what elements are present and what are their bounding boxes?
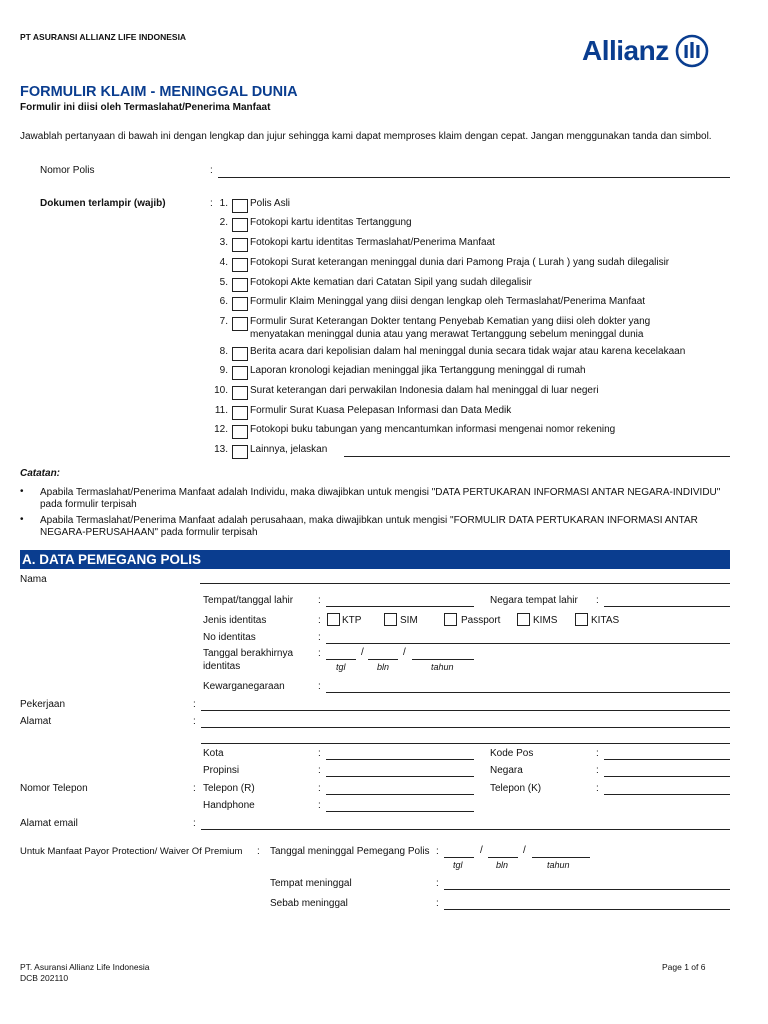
slash: /	[403, 647, 406, 658]
colon: :	[596, 765, 599, 776]
slash: /	[523, 845, 526, 856]
colon: :	[193, 783, 196, 794]
document-item-label: Fotokopi kartu identitas Termaslahat/Penerima Manfaat	[250, 237, 495, 248]
document-item-label: Laporan kronologi kejadian meninggal jika Tertanggung meninggal di rumah	[250, 365, 586, 376]
tempat-tgl-lahir-label: Tempat/tanggal lahir	[203, 595, 294, 606]
nama-label: Nama	[20, 574, 47, 585]
alamat-email-input[interactable]	[201, 829, 730, 830]
document-item-label: Formulir Surat Kuasa Pelepasan Informasi dan Data Medik	[250, 405, 512, 416]
bullet: •	[20, 514, 24, 525]
negara-label: Negara	[490, 765, 523, 776]
kewarganegaraan-input[interactable]	[326, 692, 730, 693]
document-checkbox-1[interactable]	[232, 199, 248, 213]
no-identitas-label: No identitas	[203, 632, 256, 643]
death-month-input[interactable]	[488, 857, 518, 858]
allianz-logo	[582, 34, 709, 68]
exp-month-input[interactable]	[368, 659, 398, 660]
negara-tempat-lahir-label: Negara tempat lahir	[490, 595, 578, 606]
negara-tempat-lahir-input[interactable]	[604, 606, 730, 607]
logo-text: Allianz	[582, 35, 669, 66]
passport-checkbox[interactable]	[444, 613, 457, 626]
negara-input[interactable]	[604, 776, 730, 777]
tgl-caption: tgl	[453, 860, 463, 870]
form-title: FORMULIR KLAIM - MENINGGAL DUNIA	[20, 84, 298, 100]
ktp-label: KTP	[342, 615, 362, 626]
notes-title: Catatan:	[20, 468, 61, 479]
tahun-caption: tahun	[431, 662, 454, 672]
document-number: 8.	[219, 346, 228, 357]
colon: :	[193, 818, 196, 829]
kitas-checkbox[interactable]	[575, 613, 588, 626]
kode-pos-label: Kode Pos	[490, 748, 534, 759]
colon: :	[596, 783, 599, 794]
note-item: Apabila Termaslahat/Penerima Manfaat adalah Individu, maka diwajibkan untuk mengisi "DATA PERTUKARAN INFORMASI ANTAR NEGARA-INDIVIDU" pada formulir terpisah	[40, 487, 721, 510]
no-identitas-input[interactable]	[326, 643, 730, 644]
document-item-label: Lainnya, jelaskan	[250, 444, 328, 455]
slash: /	[361, 647, 364, 658]
document-number: 12.	[214, 424, 228, 435]
colon: :	[436, 846, 439, 857]
document-checkbox-6[interactable]	[232, 297, 248, 311]
document-item-label: Fotokopi Akte kematian dari Catatan Sipil yang sudah dilegalisir	[250, 277, 532, 288]
passport-label: Passport	[461, 615, 501, 626]
alamat-input-line-1[interactable]	[201, 727, 730, 728]
jenis-identitas-label: Jenis identitas	[203, 615, 267, 626]
nomor-telepon-label: Nomor Telepon	[20, 783, 88, 794]
tempat-meninggal-label: Tempat meninggal	[270, 878, 352, 889]
handphone-label: Handphone	[203, 800, 255, 811]
propinsi-label: Propinsi	[203, 765, 240, 776]
payor-protection-label: Untuk Manfaat Payor Protection/ Waiver Of Premium	[20, 846, 243, 857]
document-number: 1.	[219, 198, 228, 209]
document-number: 13.	[214, 444, 228, 455]
page-number: Page 1 of 6	[662, 962, 706, 972]
form-subtitle: Formulir ini diisi oleh Termaslahat/Penerima Manfaat	[20, 102, 271, 113]
colon: :	[318, 800, 321, 811]
document-number: 4.	[219, 257, 228, 268]
alamat-email-label: Alamat email	[20, 818, 78, 829]
telepon-r-label: Telepon (R)	[203, 783, 255, 794]
document-item-label: Fotokopi kartu identitas Tertanggung	[250, 217, 412, 228]
sim-checkbox[interactable]	[384, 613, 397, 626]
document-checkbox-3[interactable]	[232, 238, 248, 252]
kota-input[interactable]	[326, 759, 474, 760]
document-checkbox-10[interactable]	[232, 386, 248, 400]
bln-caption: bln	[377, 662, 390, 672]
death-year-input[interactable]	[532, 857, 590, 858]
document-item-label: Fotokopi buku tabungan yang mencantumkan informasi mengenai nomor rekening	[250, 424, 616, 435]
tahun-caption: tahun	[547, 860, 570, 870]
slash: /	[480, 845, 483, 856]
documents-label: Dokumen terlampir (wajib)	[40, 198, 166, 209]
document-checkbox-4[interactable]	[232, 258, 248, 272]
colon: :	[210, 165, 213, 176]
kode-pos-input[interactable]	[604, 759, 730, 760]
alamat-label: Alamat	[20, 716, 52, 727]
colon: :	[318, 765, 321, 776]
colon: :	[318, 615, 321, 626]
document-checkbox-7[interactable]	[232, 317, 248, 331]
nama-input[interactable]	[200, 583, 730, 584]
document-checkbox-12[interactable]	[232, 425, 248, 439]
colon: :	[257, 846, 260, 857]
colon: :	[318, 748, 321, 759]
telepon-k-label: Telepon (K)	[490, 783, 542, 794]
colon: :	[193, 699, 196, 710]
tgl-caption: tgl	[336, 662, 346, 672]
document-item-label-continued: menyatakan meninggal dunia atau yang merawat Tertanggung sebelum meninggal dunia	[250, 329, 644, 340]
ktp-checkbox[interactable]	[327, 613, 340, 626]
document-item-label: Polis Asli	[250, 198, 291, 209]
colon: :	[193, 716, 196, 727]
colon: :	[318, 632, 321, 643]
tgl-meninggal-label: Tanggal meninggal Pemegang Polis	[270, 846, 430, 857]
kitas-label: KITAS	[591, 615, 620, 626]
exp-day-input[interactable]	[326, 659, 356, 660]
pekerjaan-input[interactable]	[201, 710, 730, 711]
colon: :	[318, 595, 321, 606]
document-checkbox-5[interactable]	[232, 278, 248, 292]
colon: :	[318, 783, 321, 794]
document-item-label: Formulir Surat Keterangan Dokter tentang Penyebab Kematian yang diisi oleh dokter yang	[250, 316, 651, 327]
kewarganegaraan-label: Kewarganegaraan	[203, 681, 285, 692]
document-number: 6.	[219, 296, 228, 307]
section-a-header: A. DATA PEMEGANG POLIS	[20, 550, 730, 569]
document-checkbox-8[interactable]	[232, 347, 248, 361]
colon: :	[436, 898, 439, 909]
kims-label: KIMS	[533, 615, 558, 626]
document-number: 3.	[219, 237, 228, 248]
document-checkbox-11[interactable]	[232, 406, 248, 420]
colon: :	[436, 878, 439, 889]
kota-label: Kota	[203, 748, 224, 759]
allianz-eagle-mark-icon	[675, 34, 709, 68]
document-item-label: Formulir Klaim Meninggal yang diisi dengan lengkap oleh Termaslahat/Penerima Manfaat	[250, 296, 646, 307]
alamat-input-line-2[interactable]	[201, 743, 730, 744]
document-number: 2.	[219, 217, 228, 228]
bln-caption: bln	[496, 860, 509, 870]
document-item-label: Fotokopi Surat keterangan meninggal dunia dari Pamong Praja ( Lurah ) yang sudah dilegalisir	[250, 257, 670, 268]
colon: :	[318, 681, 321, 692]
document-number: 7.	[219, 316, 228, 327]
document-item-label: Surat keterangan dari perwakilan Indonesia dalam hal meninggal di luar negeri	[250, 385, 599, 396]
colon: :	[210, 198, 213, 209]
colon: :	[318, 648, 321, 659]
policy-number-input[interactable]	[218, 177, 730, 178]
footer-company: PT. Asuransi Allianz Life Indonesia	[20, 962, 150, 972]
document-number: 11.	[214, 405, 228, 416]
colon: :	[596, 748, 599, 759]
tgl-berakhir-label-2: identitas	[203, 661, 241, 672]
tempat-meninggal-input[interactable]	[444, 889, 730, 890]
propinsi-input[interactable]	[326, 776, 474, 777]
note-item: Apabila Termaslahat/Penerima Manfaat adalah perusahaan, maka diwajibkan untuk mengisi "FORMULIR DATA PERTUKARAN INFORMASI ANTAR NEGARA-PERUSAHAAN" pada formulir terpisah	[40, 515, 698, 538]
document-number: 5.	[219, 277, 228, 288]
handphone-input[interactable]	[326, 811, 474, 812]
telepon-k-input[interactable]	[604, 794, 730, 795]
sim-label: SIM	[400, 615, 418, 626]
pekerjaan-label: Pekerjaan	[20, 699, 66, 710]
lainnya-input[interactable]	[344, 456, 730, 457]
document-checkbox-9[interactable]	[232, 366, 248, 380]
document-checkbox-13[interactable]	[232, 445, 248, 459]
kims-checkbox[interactable]	[517, 613, 530, 626]
colon: :	[596, 595, 599, 606]
telepon-r-input[interactable]	[326, 794, 474, 795]
intro-text: Jawablah pertanyaan di bawah ini dengan lengkap dan jujur sehingga kami dapat memproses klaim dengan cepat. Jangan menggunakan tanda dan simbol.	[20, 131, 712, 142]
exp-year-input[interactable]	[412, 659, 474, 660]
sebab-meninggal-input[interactable]	[444, 909, 730, 910]
policy-number-label: Nomor Polis	[40, 165, 95, 176]
tempat-tgl-lahir-input[interactable]	[326, 606, 474, 607]
sebab-meninggal-label: Sebab meninggal	[270, 898, 348, 909]
footer-code: DCB 202110	[20, 973, 69, 983]
death-day-input[interactable]	[444, 857, 474, 858]
tgl-berakhir-label: Tanggal berakhirnya	[203, 648, 294, 659]
company-name: PT ASURANSI ALLIANZ LIFE INDONESIA	[20, 32, 187, 42]
document-number: 10.	[214, 385, 228, 396]
document-number: 9.	[219, 365, 228, 376]
document-item-label: Berita acara dari kepolisian dalam hal meninggal dunia secara tidak wajar atau karena kecelakaan	[250, 346, 686, 357]
bullet: •	[20, 486, 24, 497]
document-checkbox-2[interactable]	[232, 218, 248, 232]
